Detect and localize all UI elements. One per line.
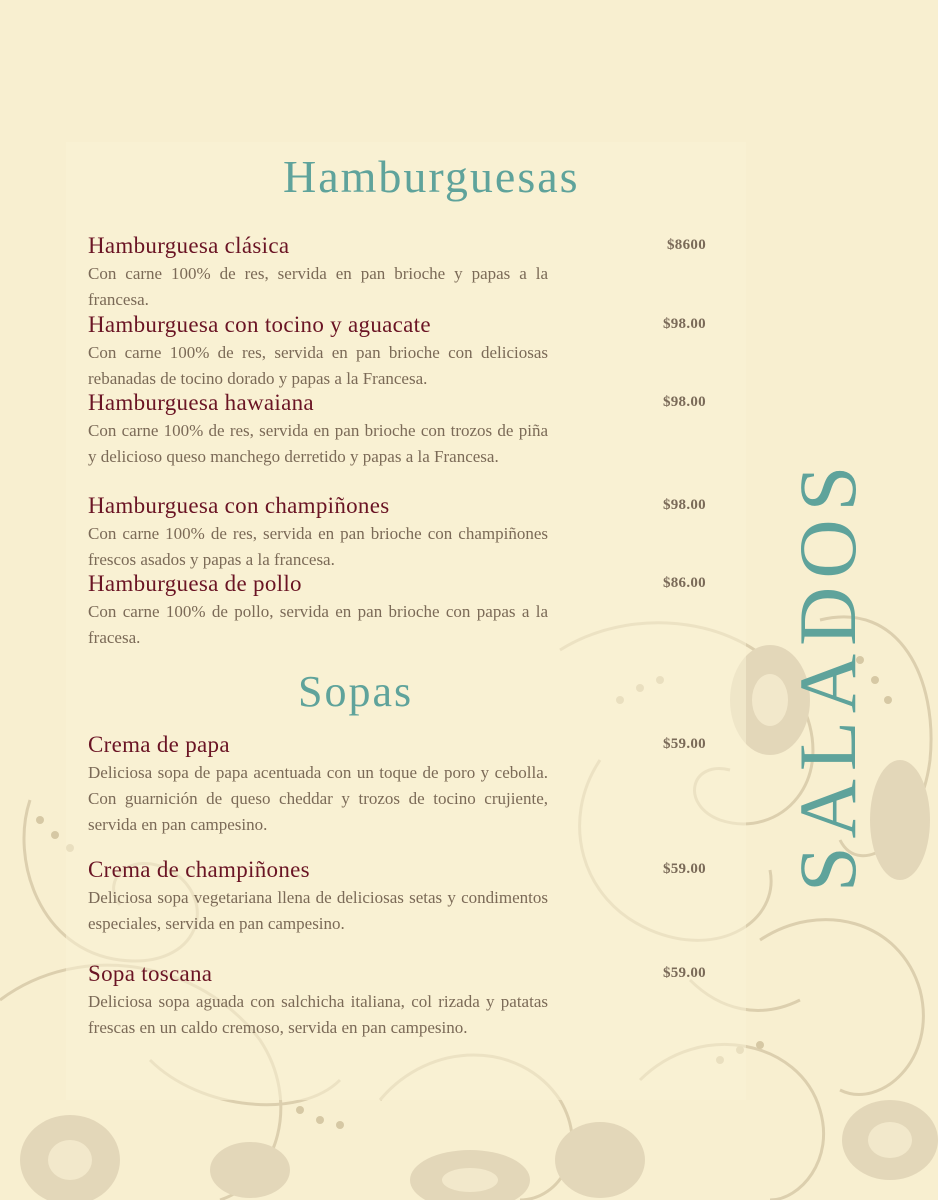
menu-item-name: Hamburguesa con tocino y aguacate xyxy=(88,312,431,337)
menu-item-description: Con carne 100% de res, servida en pan brioche y papas a la francesa. xyxy=(88,264,548,309)
menu-item-price: $59.00 xyxy=(662,861,706,877)
menu-item-price: $98.00 xyxy=(662,316,706,332)
menu-item-name: Hamburguesa con champiñones xyxy=(88,493,390,518)
menu-item xyxy=(88,571,708,651)
menu-item-price: $8600 xyxy=(667,237,706,253)
menu-item-description: Con carne 100% de res, servida en pan brioche con deliciosas rebanadas de tocino dorado y papas a la Francesa. xyxy=(88,343,548,388)
menu-item xyxy=(88,233,708,313)
menu-item-price: $59.00 xyxy=(662,965,706,981)
menu-item-price: $59.00 xyxy=(662,736,706,752)
menu-item-name: Sopa toscana xyxy=(88,961,213,986)
menu-item-price: $86.00 xyxy=(662,575,706,591)
menu-item xyxy=(88,961,708,1041)
menu-item-description: Con carne 100% de res, servida en pan brioche con champiñones frescos asados y papas a la francesa. xyxy=(88,524,548,569)
menu-item xyxy=(88,732,708,838)
menu-item-description: Con carne 100% de res, servida en pan brioche con trozos de piña y delicioso queso manchego derretido y papas a la Francesa. xyxy=(88,421,548,466)
vertical-title-salados: SALADOS xyxy=(782,457,873,892)
menu-item-name: Hamburguesa clásica xyxy=(88,233,290,258)
menu-item-price: $98.00 xyxy=(662,497,706,513)
menu-item-description: Deliciosa sopa aguada con salchicha italiana, col rizada y patatas frescas en un caldo cremoso, servida en pan campesino. xyxy=(88,992,548,1037)
menu-item xyxy=(88,493,708,573)
menu-item-description: Con carne 100% de pollo, servida en pan brioche con papas a la fracesa. xyxy=(88,602,548,647)
menu-item-name: Crema de champiñones xyxy=(88,857,310,882)
menu-item xyxy=(88,312,708,392)
menu-item-description: Deliciosa sopa vegetariana llena de deliciosas setas y condimentos especiales, servida en pan campesino. xyxy=(88,888,548,933)
section-title-hamburguesas: Hamburguesas xyxy=(283,151,580,202)
menu-item-name: Crema de papa xyxy=(88,732,230,757)
menu-item-name: Hamburguesa de pollo xyxy=(88,571,302,596)
menu-item-price: $98.00 xyxy=(662,394,706,410)
menu-item-name: Hamburguesa hawaiana xyxy=(88,390,314,415)
menu-item-description: Deliciosa sopa de papa acentuada con un toque de poro y cebolla. Con guarnición de queso cheddar y trozos de tocino crujiente, servida en pan campesino. xyxy=(88,763,548,834)
section-title-sopas: Sopas xyxy=(298,667,414,716)
menu-item xyxy=(88,857,708,937)
menu-item xyxy=(88,390,708,470)
